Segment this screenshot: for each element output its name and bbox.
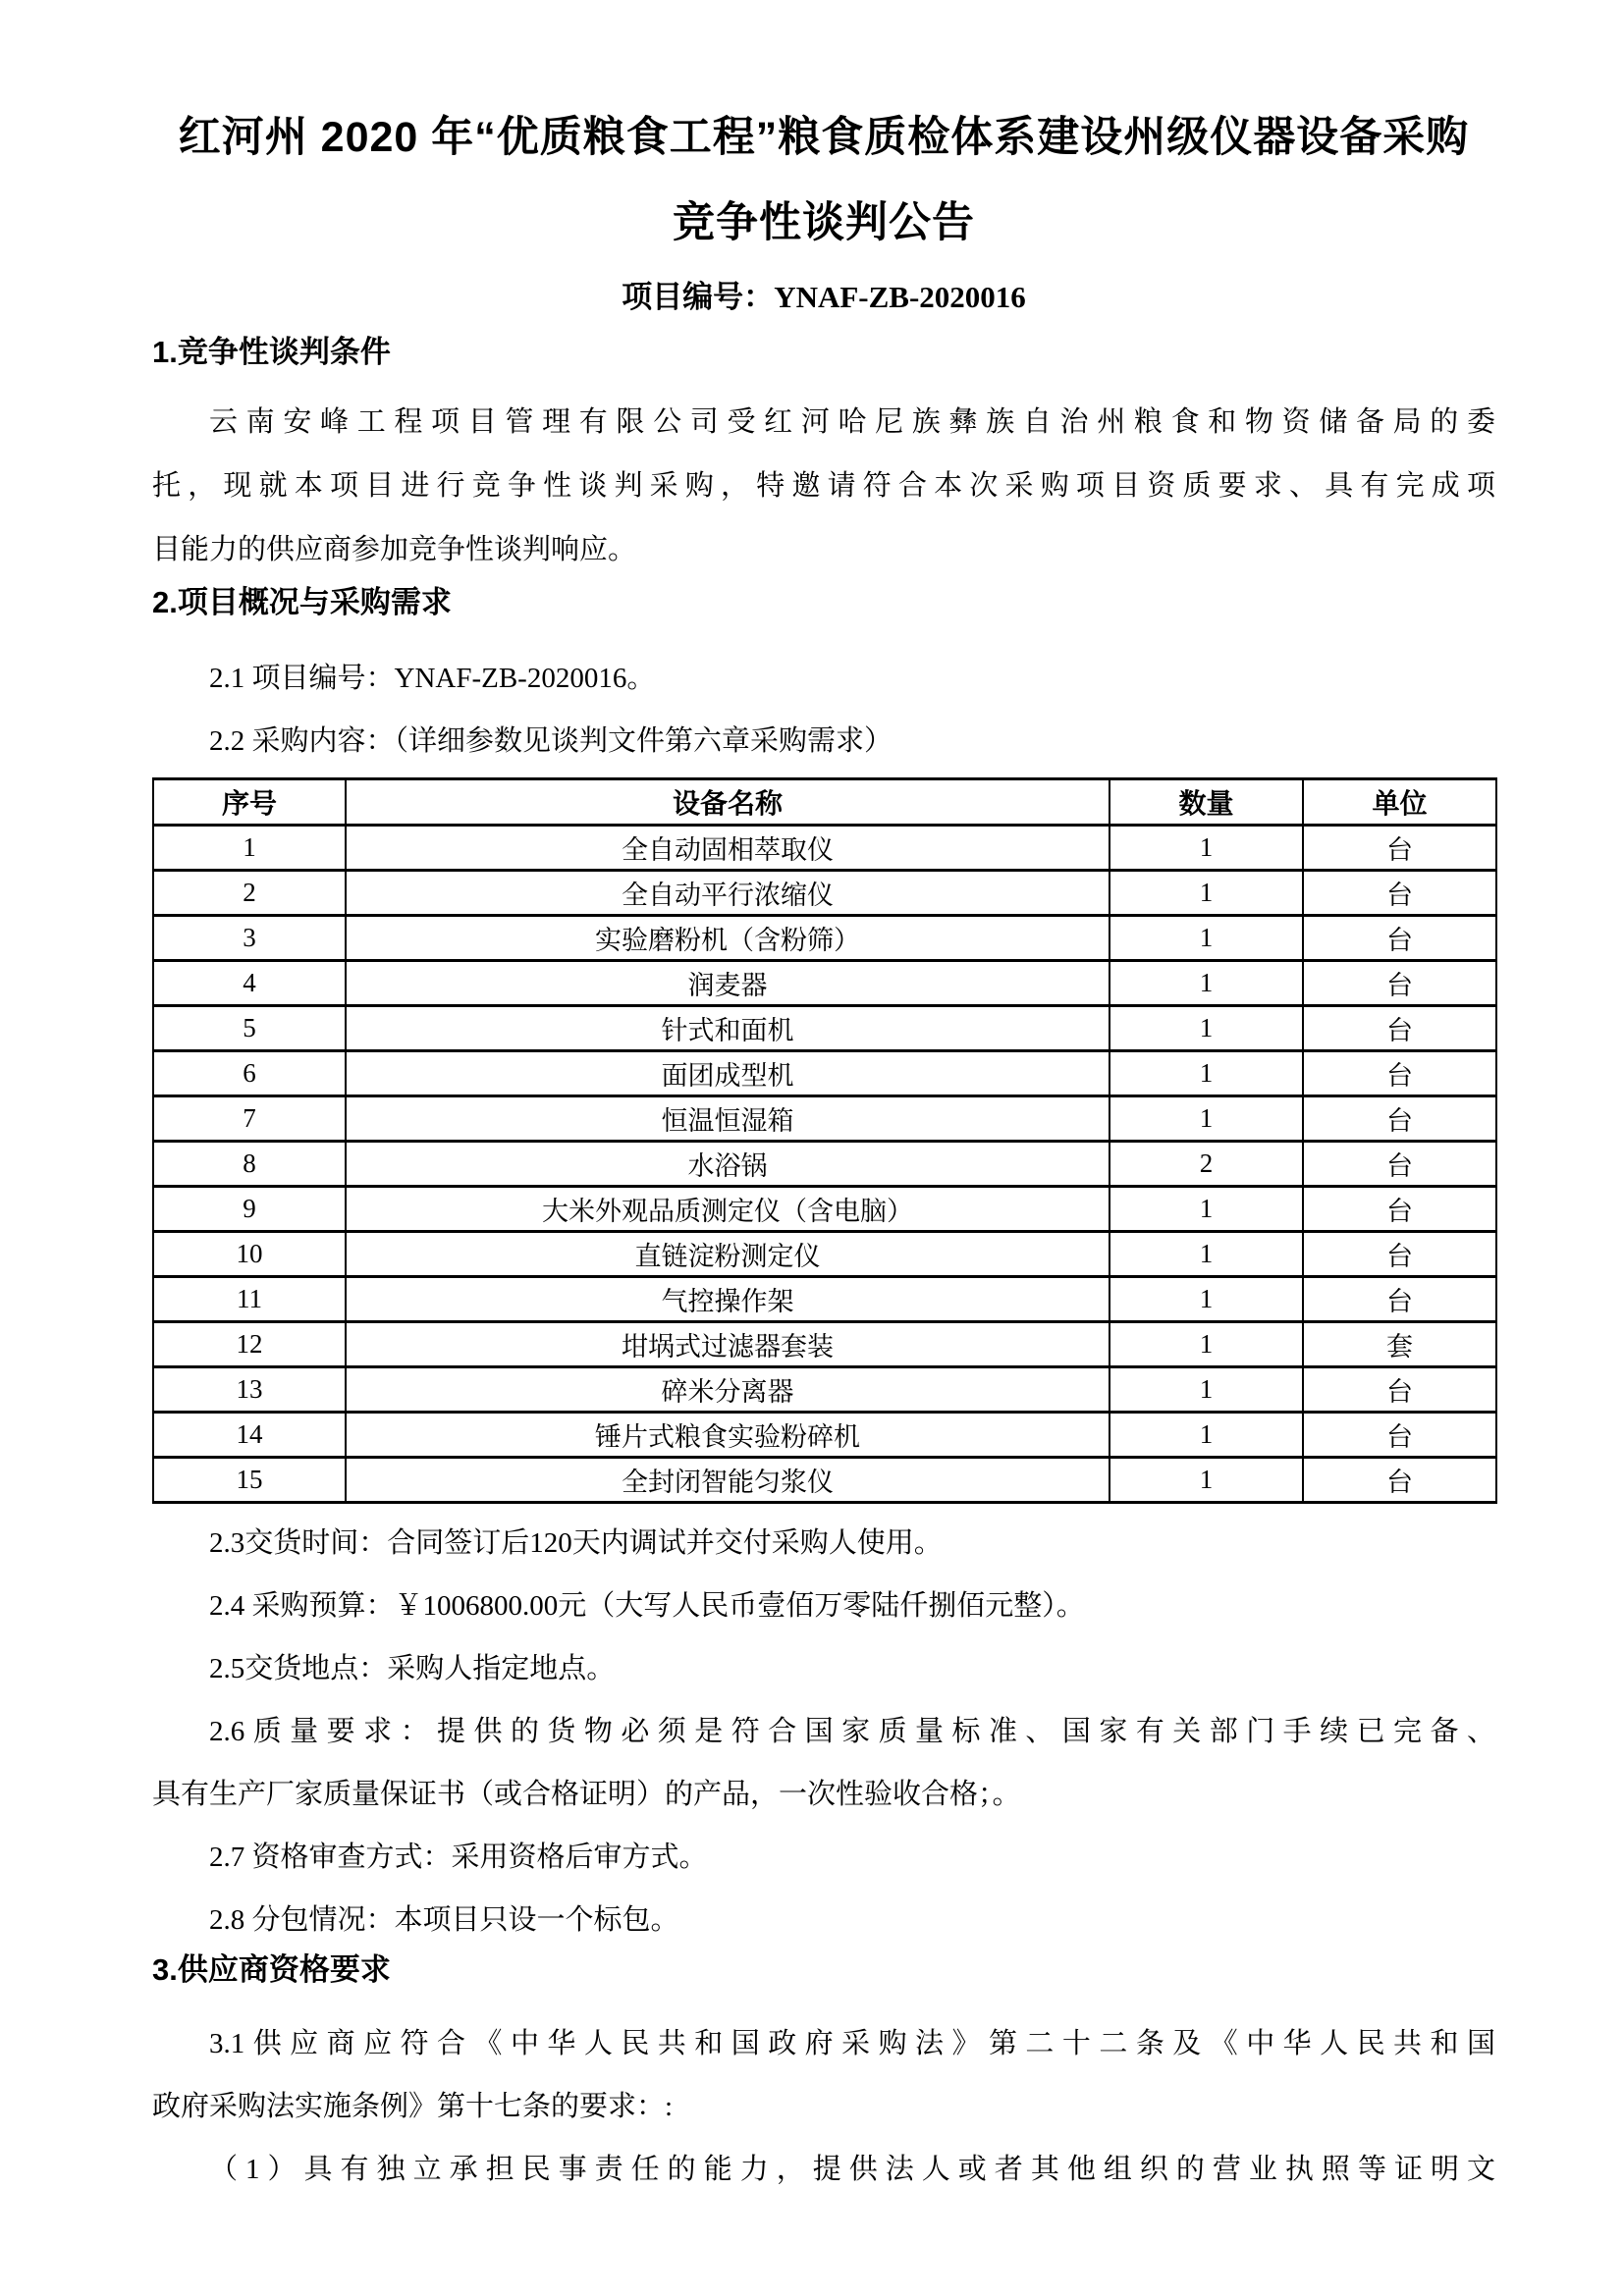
project-number-value: YNAF-ZB-2020016 (774, 280, 1026, 314)
table-cell-unit: 台 (1303, 826, 1496, 871)
table-row (153, 1187, 1496, 1232)
section2-heading: 2.项目概况与采购需求 (152, 585, 452, 619)
table-cell-qty: 1 (1110, 871, 1303, 916)
item-2-5: 2.5交货地点：采购人指定地点。 (209, 1653, 616, 1684)
table-cell-qty: 2 (1110, 1142, 1303, 1187)
table-cell-unit: 台 (1303, 1006, 1496, 1051)
table-row (153, 961, 1496, 1006)
document-title-line1: 红河州 2020 年“优质粮食工程”粮食质检体系建设州级仪器设备采购 (178, 114, 1470, 161)
table-row (153, 1413, 1496, 1458)
item-2-6-line2: 具有生产厂家质量保证书（或合格证明）的产品，一次性验收合格；。 (152, 1779, 1021, 1810)
table-cell-name: 锤片式粮食实验粉碎机 (346, 1413, 1110, 1458)
project-number-label: 项目编号： (622, 280, 775, 314)
equipment-table-head (153, 779, 1496, 826)
table-cell-name: 全自动固相萃取仪 (346, 826, 1110, 871)
table-header-name: 设备名称 (346, 779, 1110, 826)
table-row (153, 871, 1496, 916)
table-cell-seq: 12 (153, 1322, 346, 1367)
table-cell-name: 全自动平行浓缩仪 (346, 871, 1110, 916)
table-row (153, 1458, 1496, 1503)
item-3-1-sub1: （1）具有独立承担民事责任的能力，提供法人或者其他组织的营业执照等证明文 (209, 2154, 1495, 2185)
section1-paragraph-line1: 云南安峰工程项目管理有限公司受红河哈尼族彝族自治州粮食和物资储备局的委 (209, 406, 1495, 438)
table-row (153, 1232, 1496, 1277)
table-cell-name: 水浴锅 (346, 1142, 1110, 1187)
table-cell-seq: 2 (153, 871, 346, 916)
table-cell-unit: 台 (1303, 871, 1496, 916)
item-2-2: 2.2 采购内容：（详细参数见谈判文件第六章采购需求） (209, 725, 893, 757)
table-cell-qty: 1 (1110, 916, 1303, 961)
table-cell-unit: 台 (1303, 1413, 1496, 1458)
table-cell-name: 润麦器 (346, 961, 1110, 1006)
table-cell-seq: 15 (153, 1458, 346, 1503)
table-cell-seq: 13 (153, 1367, 346, 1413)
table-row (153, 1277, 1496, 1322)
table-cell-unit: 台 (1303, 1458, 1496, 1503)
table-cell-qty: 1 (1110, 1322, 1303, 1367)
table-cell-seq: 5 (153, 1006, 346, 1051)
table-row (153, 916, 1496, 961)
table-cell-seq: 7 (153, 1096, 346, 1142)
equipment-table-body (153, 826, 1496, 1503)
table-cell-seq: 8 (153, 1142, 346, 1187)
table-cell-qty: 1 (1110, 1413, 1303, 1458)
table-row (153, 1006, 1496, 1051)
item-2-3: 2.3交货时间：合同签订后120天内调试并交付采购人使用。 (209, 1527, 943, 1559)
table-row (153, 826, 1496, 871)
table-cell-seq: 3 (153, 916, 346, 961)
table-cell-name: 大米外观品质测定仪（含电脑） (346, 1187, 1110, 1232)
table-cell-qty: 1 (1110, 826, 1303, 871)
table-cell-unit: 台 (1303, 1051, 1496, 1096)
section3-heading: 3.供应商资格要求 (152, 1952, 391, 1987)
item-3-1-line2: 政府采购法实施条例》第十七条的要求：: (152, 2091, 674, 2122)
table-cell-qty: 1 (1110, 1232, 1303, 1277)
table-cell-unit: 台 (1303, 916, 1496, 961)
equipment-table (152, 777, 1497, 1504)
table-row (153, 1367, 1496, 1413)
table-cell-name: 面团成型机 (346, 1051, 1110, 1096)
table-cell-seq: 6 (153, 1051, 346, 1096)
table-cell-qty: 1 (1110, 1096, 1303, 1142)
table-cell-qty: 1 (1110, 961, 1303, 1006)
table-cell-name: 全封闭智能匀浆仪 (346, 1458, 1110, 1503)
table-cell-name: 直链淀粉测定仪 (346, 1232, 1110, 1277)
table-cell-seq: 9 (153, 1187, 346, 1232)
table-cell-qty: 1 (1110, 1006, 1303, 1051)
table-row (153, 1322, 1496, 1367)
table-cell-name: 针式和面机 (346, 1006, 1110, 1051)
item-2-6-line1: 2.6质量要求：提供的货物必须是符合国家质量标准、国家有关部门手续已完备、 (209, 1716, 1495, 1747)
table-header-seq: 序号 (153, 779, 346, 826)
item-2-1: 2.1 项目编号：YNAF-ZB-2020016。 (209, 663, 656, 694)
project-number-line (152, 279, 1495, 316)
table-cell-seq: 10 (153, 1232, 346, 1277)
document-title-line2: 竞争性谈判公告 (673, 199, 975, 246)
table-cell-qty: 1 (1110, 1187, 1303, 1232)
table-cell-seq: 14 (153, 1413, 346, 1458)
table-cell-qty: 1 (1110, 1277, 1303, 1322)
table-header-row (153, 779, 1496, 826)
item-2-7: 2.7 资格审查方式：采用资格后审方式。 (209, 1842, 708, 1873)
table-cell-name: 恒温恒湿箱 (346, 1096, 1110, 1142)
table-cell-qty: 1 (1110, 1367, 1303, 1413)
table-cell-unit: 台 (1303, 1277, 1496, 1322)
table-cell-name: 坩埚式过滤器套装 (346, 1322, 1110, 1367)
table-cell-unit: 台 (1303, 1367, 1496, 1413)
section1-paragraph-line3: 目能力的供应商参加竞争性谈判响应。 (152, 534, 637, 565)
item-2-4: 2.4 采购预算：￥1006800.00元（大写人民币壹佰万零陆仟捌佰元整）。 (209, 1590, 1085, 1622)
section1-paragraph-line2: 托，现就本项目进行竞争性谈判采购，特邀请符合本次采购项目资质要求、具有完成项 (152, 470, 1495, 502)
section1-heading: 1.竞争性谈判条件 (152, 335, 391, 369)
table-cell-unit: 台 (1303, 1096, 1496, 1142)
table-cell-seq: 1 (153, 826, 346, 871)
table-cell-qty: 1 (1110, 1458, 1303, 1503)
table-row (153, 1051, 1496, 1096)
table-cell-unit: 台 (1303, 1232, 1496, 1277)
item-2-8: 2.8 分包情况：本项目只设一个标包。 (209, 1904, 679, 1936)
table-cell-name: 气控操作架 (346, 1277, 1110, 1322)
table-cell-name: 实验磨粉机（含粉筛） (346, 916, 1110, 961)
table-cell-unit: 套 (1303, 1322, 1496, 1367)
table-cell-seq: 4 (153, 961, 346, 1006)
table-row (153, 1142, 1496, 1187)
table-cell-unit: 台 (1303, 1142, 1496, 1187)
table-header-unit: 单位 (1303, 779, 1496, 826)
item-3-1-line1: 3.1供应商应符合《中华人民共和国政府采购法》第二十二条及《中华人民共和国 (209, 2028, 1495, 2059)
table-row (153, 1096, 1496, 1142)
table-cell-unit: 台 (1303, 961, 1496, 1006)
table-header-qty: 数量 (1110, 779, 1303, 826)
table-cell-name: 碎米分离器 (346, 1367, 1110, 1413)
table-cell-unit: 台 (1303, 1187, 1496, 1232)
table-cell-qty: 1 (1110, 1051, 1303, 1096)
table-cell-seq: 11 (153, 1277, 346, 1322)
